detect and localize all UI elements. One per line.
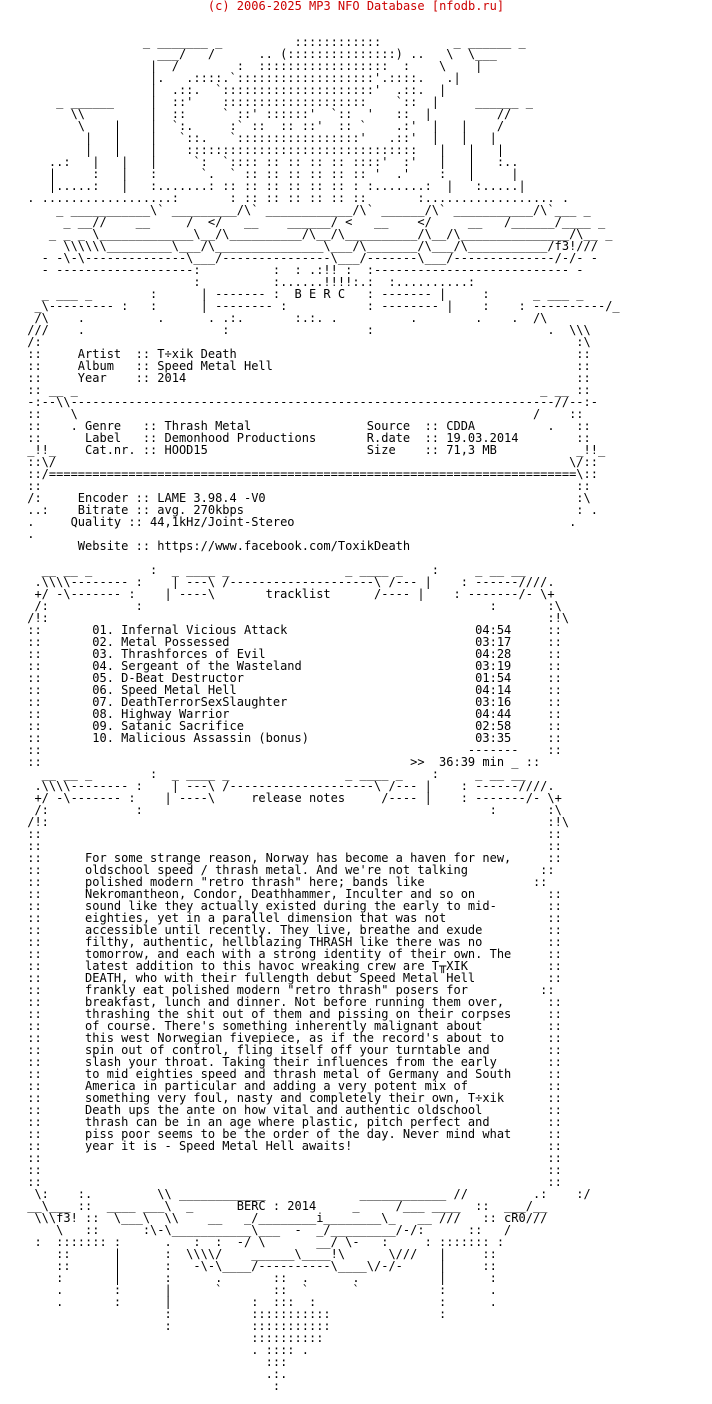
nfo-line: _ ___________\` _________/\` ____________/\` ______/\` ___________/\`___ _ (20, 203, 591, 217)
nfo-line: | | | :::::::::::::::::::::::::::::::: | | | (20, 143, 505, 157)
nfo-line: :: something very foul, nasty and completely their own, T÷xik :: (20, 1091, 562, 1105)
nfo-line: :: to mid eighties speed and thrash metal of Germany and South :: (20, 1067, 562, 1081)
nfo-line: ..: Bitrate :: avg. 270kbps : . (20, 503, 598, 517)
nfo-line: :: filthy, authentic, hellblazing THRASH like there was no :: (20, 935, 562, 949)
nfo-line: \\ | :: ` ::' ::::::' `:: ' :: | // (20, 107, 512, 121)
nfo-line: :: Label :: Demonhood Productions R.date :: 19.03.2014 :: (20, 431, 591, 445)
nfo-line: /: Encoder :: LAME 3.98.4 -V0 :\ (20, 491, 591, 505)
nfo-line: _ __// __ / </ __ ______/ < __ </ __ /______/____ _ (20, 215, 606, 229)
nfo-line: : | : . :: . . | : (20, 1271, 497, 1285)
nfo-line: :: Album :: Speed Metal Hell :: (20, 359, 591, 373)
nfo-line: ::/=========================================================================\:: (20, 467, 598, 481)
nfo-line: \\\f3! :: \___\ \\ __ _/________i________\_ __ /// :: cR0/// (20, 1211, 548, 1225)
nfo-line: /!: :!\ (20, 815, 570, 829)
nfo-line: :: 01. Infernal Vicious Attack 04:54 :: (20, 623, 562, 637)
nfo-line: :: 08. Highway Warrior 04:44 :: (20, 707, 562, 721)
nfo-line: . (20, 527, 35, 541)
nfo-line: :: oldschool speed / thrash metal. And we're not talking :: (20, 863, 555, 877)
nfo-line: __ __ _ : _ ____ _ _ ____ _ : _ __ __ (20, 563, 526, 577)
nfo-line: :: piss poor seems to be the order of the day. Never mind what :: (20, 1127, 562, 1141)
nfo-line: _!!_ Cat.nr. :: HOOD15 Size :: 71,3 MB _!!_ (20, 443, 606, 457)
nfo-line: | : | : `. ` :: :: :: :: :: :: ' .' : | | (20, 167, 519, 181)
nfo-line: :: thrash can be in an age where plastic, pitch perfect and :: (20, 1115, 562, 1129)
nfo-line: : ::::::::::: (20, 1319, 331, 1333)
nfo-line: - -\-\--------------\___/---------------\___/-------\___/--------------/-/- - (20, 251, 598, 265)
nfo-line: : ::::::::::: : (20, 1307, 447, 1321)
nfo-line: :: thrashing the shit out of them and pissing on their corpses :: (20, 1007, 562, 1021)
nfo-line: :: Nekromantheon, Condor, Deathhammer, Inculter and so on :: (20, 887, 562, 901)
nfo-line: :: :: (20, 827, 562, 841)
nfo-line: \ :: :\-\___________\___ - _/_________/-/: :: / (20, 1223, 512, 1237)
nfo-line: - -------------------: : : .:!! : :--------------------------- - (20, 263, 584, 277)
nfo-line: :: 05. D-Beat Destructor 01:54 :: (20, 671, 562, 685)
nfo-line: /: : : :\ (20, 599, 562, 613)
nfo-line: :: 10. Malicious Assassin (bonus) 03:35 :: (20, 731, 562, 745)
nfo-line: :: | : -\-\____/----------\____\/-/- | :: (20, 1259, 497, 1273)
nfo-line: .:. (20, 1367, 288, 1381)
nfo-line: \\\\\\_________\___/\_______________\___/\_______/\___/\___________/f3!/// (20, 239, 598, 253)
nfo-line: /: : : :\ (20, 803, 562, 817)
nfo-line: :: For some strange reason, Norway has become a haven for new, :: (20, 851, 562, 865)
nfo-line: | .::. `:::::::::::::::::::::' .::. | (20, 83, 447, 97)
nfo-line: :: eighties, yet in a parallel dimension that was not :: (20, 911, 562, 925)
nfo-line: .\\\\-------- : | ---\ /--------------------\ /--- | : ------////. (20, 575, 555, 589)
nfo-line: . :::: . (20, 1343, 309, 1357)
nfo-line: :: 02. Metal Possessed 03:17 :: (20, 635, 562, 649)
nfo-line: :: Year :: 2014 :: (20, 371, 591, 385)
nfo-line: /: :\ (20, 335, 591, 349)
nfo-line: +/ -\------- : | ----\ tracklist /---- | : -------/- \+ (20, 587, 555, 601)
nfo-line: __ __ _ : _ ____ _ _ ____ _ : _ __ __ (20, 767, 526, 781)
nfo-line: :: :: (20, 479, 591, 493)
nfo-line: :: 09. Satanic Sacrifice 02:58 :: (20, 719, 562, 733)
nfo-line: ..: | | | `: `:::: :: :: :: :: ::::' :' | | :.. (20, 155, 519, 169)
nfo-line: :: >> 36:39 min _ :: (20, 755, 541, 769)
nfo-line: :: 07. DeathTerrorSexSlaughter 03:16 :: (20, 695, 562, 709)
nfodb-header: (c) 2006-2025 MP3 NFO Database [nfodb.ru] (207, 0, 505, 13)
nfo-line: _ _ _ \_____________\__/\__________/\__/\__________/\__/\_______________/\__ _ (20, 227, 613, 241)
nfo-line: :: tomorrow, and each with a strong identity of their own. The :: (20, 947, 562, 961)
nfo-line: \ | | `:. :` :: :: ::' :: ` .:' | | / (20, 119, 505, 133)
nfo-line: :: sound like they actually existed during the early to mid- :: (20, 899, 562, 913)
nfo-line: |. .::::.`:::::::::::::::::::'.::::. .| (20, 71, 461, 85)
nfo-line: :: ------- :: (20, 743, 562, 757)
nfo-line: _ _______ _ :::::::::::: _ ______ _ (20, 35, 526, 49)
nfo-line: :: . Genre :: Thrash Metal Source :: CDDA . :: (20, 419, 591, 433)
nfo-line: :: :: (20, 1175, 562, 1189)
nfo-line: ___/ / .. (:::::::::::::::) .. \ \___ (20, 47, 497, 61)
nfo-line: :: 06. Speed Metal Hell 04:14 :: (20, 683, 562, 697)
nfo-line: :: polished modern "retro thrash" here; bands like :: (20, 875, 548, 889)
nfo-line: :: latest addition to this havoc wreaking crew are T╥XIK :: (20, 959, 562, 973)
nfo-line: :: Death ups the ante on how vital and authentic oldschool :: (20, 1103, 562, 1117)
nfo-line: :: 04. Sergeant of the Wasteland 03:19 :: (20, 659, 562, 673)
nfo-line: :: this west Norwegian fivepiece, as if the record's about to :: (20, 1031, 562, 1045)
nfo-line: :: :: (20, 839, 562, 853)
nfo-line: : (20, 1379, 281, 1393)
nfo-line: :: frankly eat polished modern "retro thrash" posers for :: (20, 983, 555, 997)
nfo-line: .\\\\-------- : | ---\ /--------------------\ /--- | : ------////. (20, 779, 555, 793)
nfo-line: : :......!!!!:.: :..........: (20, 275, 476, 289)
nfo-line: _\--------- : : | -------- : : -------- | : : ----------/_ (20, 299, 620, 313)
nfo-line: | | | `::. `:::::::::::::::::' .::' | | | (20, 131, 497, 145)
nfo-line: \: :. \\ ____________ ____________ // .: :/ (20, 1187, 591, 1201)
nfo-line: |.....: | :.......: :: :: :: :: :: :: : :.......: | :.....| (20, 179, 526, 193)
nfo-line: . : | : ::: : : . (20, 1295, 497, 1309)
nfo-line: :: breakfast, lunch and dinner. Not before running them over, :: (20, 995, 562, 1009)
nfo-ascii-art (20, 12, 620, 1392)
nfo-line: :: 03. Thrashforces of Evil 04:28 :: (20, 647, 562, 661)
nfo-line: ::\/ \/:: (20, 455, 598, 469)
nfo-line: /// . : : . \\\ (20, 323, 591, 337)
nfo-line: . : | ` :: ` ` : . (20, 1283, 497, 1297)
nfo-line: : ::::::: : . : : -/ \ __/ \- : : ::::::: : (20, 1235, 505, 1249)
nfo-line: :: Artist :: T÷xik Death :: (20, 347, 591, 361)
nfo-line: . ..................: : :: :: :: :: :: :: :.................. . (20, 191, 570, 205)
nfo-line: :: America in particular and adding a very potent mix of :: (20, 1079, 562, 1093)
nfo-line: -:--\\-------------------------------------------------------------------//--:- (20, 395, 598, 409)
nfo-line: :: of course. There's something inherently malignant about :: (20, 1019, 562, 1033)
nfo-line: :::::::::: (20, 1331, 324, 1345)
nfo-line: /!: :!\ (20, 611, 570, 625)
nfo-line: :: slash your throat. Taking their influences from the early :: (20, 1055, 562, 1069)
nfo-line: . Quality :: 44,1kHz/Joint-Stereo . (20, 515, 577, 529)
nfo-line: :: year it is - Speed Metal Hell awaits! :: (20, 1139, 562, 1153)
nfo-line: :: :: (20, 1151, 562, 1165)
nfo-line: :: :: (20, 1163, 562, 1177)
nfo-line: | / : :::::::::::::::::: : \ | (20, 59, 483, 73)
nfo-line: :: accessible until recently. They live, breathe and exude :: (20, 923, 562, 937)
nfo-line: :: DEATH, who with their fullength debut Speed Metal Hell :: (20, 971, 562, 985)
nfo-line: :: spin out of control, fling itself off your turntable and :: (20, 1043, 562, 1057)
nfo-line: :: | : \\\\/ ______\____!\ \/// | :: (20, 1247, 497, 1261)
nfo-line: :: \ / :: (20, 407, 584, 421)
nfo-line: Website :: https://www.facebook.com/ToxikDeath (20, 539, 411, 553)
nfo-line: _ ______ | ::' :::::::::::::::::::: `:: | ______ _ (20, 95, 533, 109)
nfo-line: _ ___ _ : | ------- : B E R C : ------- | : _ ___ _ (20, 287, 584, 301)
nfo-line: /\ . . . .:. :.:. . . . . /\ (20, 311, 548, 325)
nfo-line: ::: (20, 1355, 288, 1369)
nfo-line: +/ -\------- : | ----\ release notes /---- | : -------/- \+ (20, 791, 562, 805)
nfo-line: __\___ :: ____ ___\ _ BERC : 2014 _ /___ ____ :: ___/__ (20, 1199, 548, 1213)
nfo-line: :: __ _ _ __ :: (20, 383, 591, 397)
